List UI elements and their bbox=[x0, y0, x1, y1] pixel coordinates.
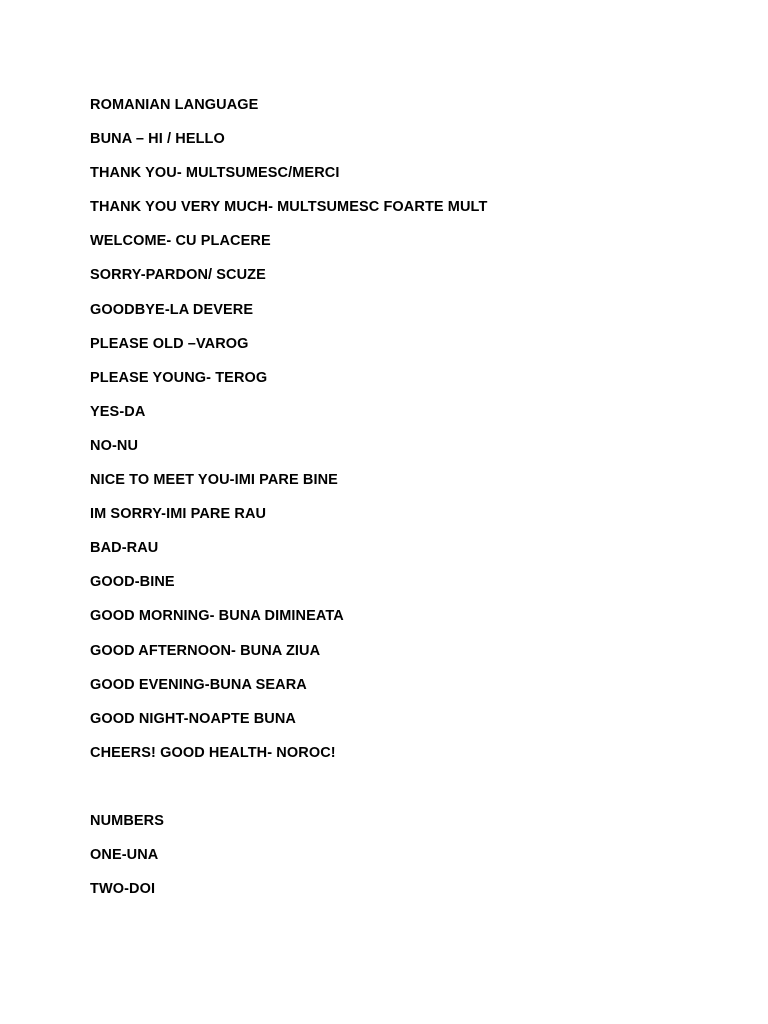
numbers-heading: NUMBERS bbox=[90, 812, 165, 829]
phrase-line: CHEERS! GOOD HEALTH- NOROC! bbox=[90, 744, 336, 761]
phrase-line: GOODBYE-LA DEVERE bbox=[90, 301, 254, 318]
phrase-line: IM SORRY-IMI PARE RAU bbox=[90, 506, 267, 523]
document-title: ROMANIAN LANGUAGE bbox=[90, 97, 259, 113]
phrase-line: PLEASE YOUNG- TEROG bbox=[90, 369, 268, 386]
number-line: ONE-UNA bbox=[90, 846, 159, 863]
document-content bbox=[90, 95, 730, 913]
phrase-line: YES-DA bbox=[90, 403, 146, 420]
phrase-line: GOOD-BINE bbox=[90, 574, 175, 591]
phrase-line: NO-NU bbox=[90, 437, 139, 454]
phrase-line: BUNA – HI / HELLO bbox=[90, 131, 225, 148]
phrase-line: BAD-RAU bbox=[90, 540, 159, 557]
number-line: TWO-DOI bbox=[90, 881, 156, 898]
section-spacer bbox=[90, 777, 730, 811]
phrase-line: GOOD MORNING- BUNA DIMINEATA bbox=[90, 608, 344, 625]
phrase-line: WELCOME- CU PLACERE bbox=[90, 233, 271, 250]
phrase-line: NICE TO MEET YOU-IMI PARE BINE bbox=[90, 472, 338, 489]
phrase-line: GOOD AFTERNOON- BUNA ZIUA bbox=[90, 642, 321, 659]
phrase-line: SORRY-PARDON/ SCUZE bbox=[90, 267, 266, 284]
phrase-line: THANK YOU VERY MUCH- MULTSUMESC FOARTE MULT bbox=[90, 199, 488, 216]
phrase-line: THANK YOU- MULTSUMESC/MERCI bbox=[90, 165, 340, 182]
phrase-line: GOOD EVENING-BUNA SEARA bbox=[90, 676, 307, 693]
phrase-line: PLEASE OLD –VAROG bbox=[90, 335, 249, 352]
phrase-line: GOOD NIGHT-NOAPTE BUNA bbox=[90, 710, 297, 727]
